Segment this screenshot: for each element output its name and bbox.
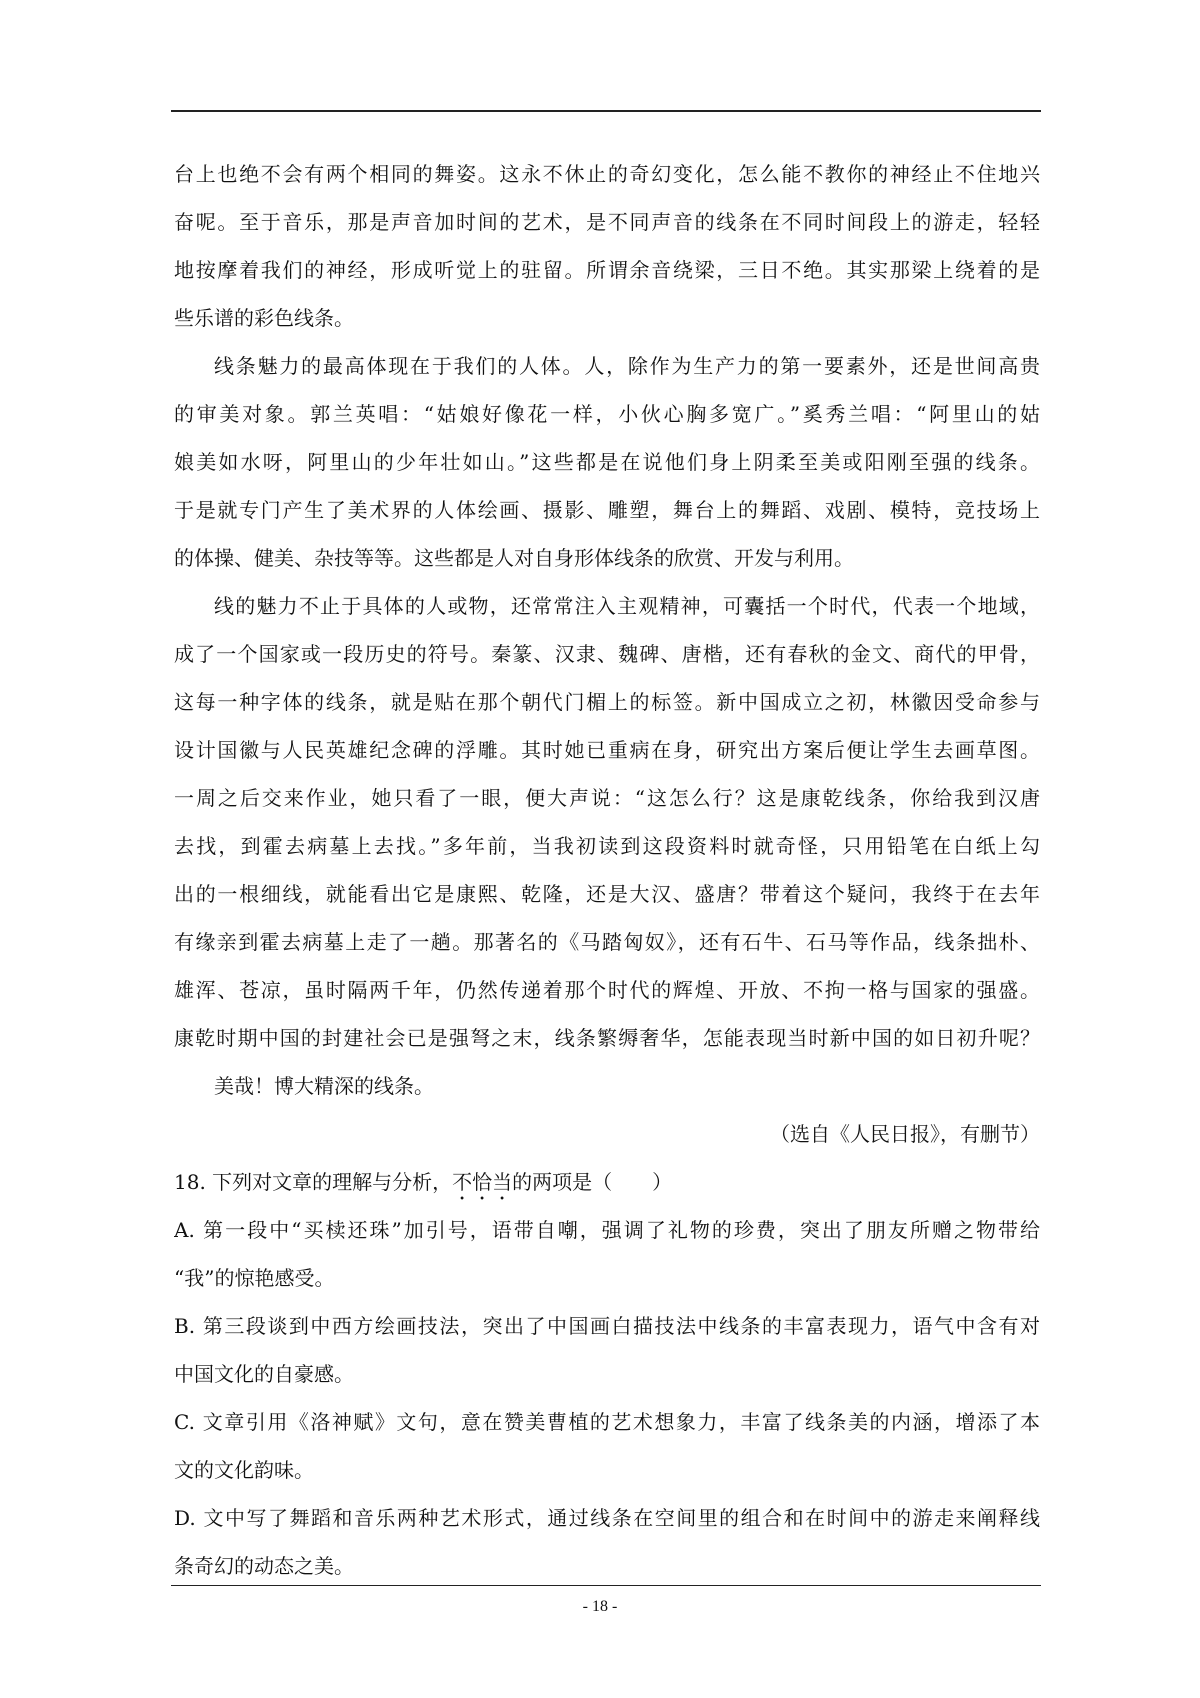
passage-line: 些乐谱的彩色线条。 xyxy=(174,306,354,330)
passage-line: 台上也绝不会有两个相同的舞姿。这永不休止的奇幻变化，怎么能不教你的神经止不住地兴 xyxy=(174,162,1040,186)
passage xyxy=(174,150,1040,1110)
option-line: 中国文化的自豪感。 xyxy=(174,1362,354,1386)
page-content xyxy=(174,150,1040,1590)
question-text-before: 下列对文章的理解与分析， xyxy=(212,1170,453,1194)
question-emphasis: 不恰当 xyxy=(452,1170,513,1194)
passage-line: 线的魅力不止于具体的人或物，还常常注入主观精神，可囊括一个时代，代表一个地域， xyxy=(214,594,1040,618)
question-number: 18. xyxy=(174,1170,206,1194)
question-text-after: 的两项是（ ） xyxy=(512,1170,673,1194)
option-line: 条奇幻的动态之美。 xyxy=(174,1554,354,1578)
question-stem xyxy=(174,1158,1040,1206)
passage-line: 设计国徽与人民英雄纪念碑的浮雕。其时她已重病在身，研究出方案后便让学生去画草图。 xyxy=(174,738,1040,762)
passage-line: 于是就专门产生了美术界的人体绘画、摄影、雕塑，舞台上的舞蹈、戏剧、模特，竞技场上 xyxy=(174,498,1040,522)
passage-line: 这每一种字体的线条，就是贴在那个朝代门楣上的标签。新中国成立之初，林徽因受命参与 xyxy=(174,690,1040,714)
page-number: - 18 - xyxy=(582,1598,618,1615)
passage-line: 奋呢。至于音乐，那是声音加时间的艺术，是不同声音的线条在不同时间段上的游走，轻轻 xyxy=(174,210,1040,234)
passage-line: 的审美对象。郭兰英唱：“姑娘好像花一样，小伙心胸多宽广。”奚秀兰唱：“阿里山的姑 xyxy=(174,402,1040,426)
passage-line: 康乾时期中国的封建社会已是强弩之末，线条繁缛奢华，怎能表现当时新中国的如日初升呢？ xyxy=(174,1026,1040,1050)
passage-line: 地按摩着我们的神经，形成听觉上的驻留。所谓余音绕梁，三日不绝。其实那梁上绕着的是 xyxy=(174,258,1040,282)
option-line: “我”的惊艳感受。 xyxy=(174,1266,335,1290)
passage-line: 出的一根细线，就能看出它是康熙、乾隆，还是大汉、盛唐？带着这个疑问，我终于在去年 xyxy=(174,882,1040,906)
source-citation: （选自《人民日报》，有删节） xyxy=(770,1122,1040,1146)
passage-line: 去找，到霍去病墓上去找。”多年前，当我初读到这段资料时就奇怪，只用铅笔在白纸上勾 xyxy=(174,834,1040,858)
passage-line: 有缘亲到霍去病墓上走了一趟。那著名的《马踏匈奴》，还有石牛、石马等作品，线条拙朴、 xyxy=(174,930,1040,954)
option-line: A. 第一段中“买椟还珠”加引号，语带自嘲，强调了礼物的珍费，突出了朋友所赠之物带给 xyxy=(174,1218,1040,1242)
passage-line: 一周之后交来作业，她只看了一眼，便大声说：“这怎么行？这是康乾线条，你给我到汉唐 xyxy=(174,786,1040,810)
passage-line: 成了一个国家或一段历史的符号。秦篆、汉隶、魏碑、唐楷，还有春秋的金文、商代的甲骨， xyxy=(174,642,1040,666)
option-line: D. 文中写了舞蹈和音乐两种艺术形式，通过线条在空间里的组合和在时间中的游走来阐释线 xyxy=(174,1506,1040,1530)
passage-line: 线条魅力的最高体现在于我们的人体。人，除作为生产力的第一要素外，还是世间高贵 xyxy=(214,354,1040,378)
option-line: 文的文化韵味。 xyxy=(174,1458,314,1482)
option-line: C. 文章引用《洛神赋》文句，意在赞美曹植的艺术想象力，丰富了线条美的内涵，增添了本 xyxy=(174,1410,1040,1434)
header-rule xyxy=(171,110,1041,112)
passage-line: 美哉！博大精深的线条。 xyxy=(214,1074,434,1098)
option-line: B. 第三段谈到中西方绘画技法，突出了中国画白描技法中线条的丰富表现力，语气中含有对 xyxy=(174,1314,1040,1338)
question-options xyxy=(174,1206,1040,1590)
passage-line: 雄浑、苍凉，虽时隔两千年，仍然传递着那个时代的辉煌、开放、不拘一格与国家的强盛。 xyxy=(174,978,1040,1002)
footer-rule xyxy=(171,1585,1041,1586)
passage-line: 娘美如水呀，阿里山的少年壮如山。”这些都是在说他们身上阴柔至美或阳刚至强的线条。 xyxy=(174,450,1040,474)
passage-line: 的体操、健美、杂技等等。这些都是人对自身形体线条的欣赏、开发与利用。 xyxy=(174,546,854,570)
